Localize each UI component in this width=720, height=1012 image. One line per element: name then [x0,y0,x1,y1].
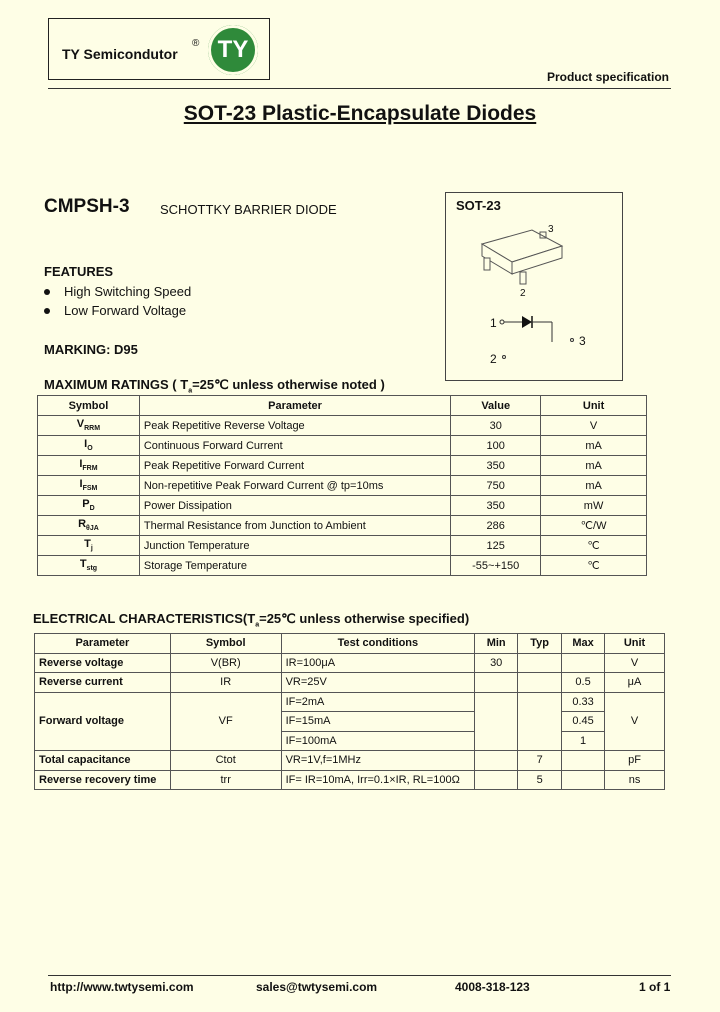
table-row: $T_j$ Junction Temperature 125 ℃ [38,536,647,556]
electrical-table [34,633,665,790]
table-row: $I_{FSM}$ Non-repetitive Peak Forward Current @ tp=10ms 750 mA [38,476,647,496]
table-row: $P_D$ Power Dissipation 350 mW [38,496,647,516]
feature-item: High Switching Speed [44,284,191,299]
page-number: 1 of 1 [639,980,671,994]
page-title: SOT-23 Plastic-Encapsulate Diodes [183,102,537,125]
package-pin3-label: 3 [548,224,554,235]
table-row: Total capacitance Ctot VR=1V,f=1MHz 7 pF [35,751,665,771]
marking-code: MARKING: D95 [44,342,138,357]
table-row: $R_{\theta JA}$ Thermal Resistance from Junction to Ambient 286 ℃/W [38,516,647,536]
table-row: Reverse voltage V(BR) IR=100μA 30 V [35,653,665,673]
diode-symbol-icon [498,312,583,362]
diode-pin2-label: 2 [490,352,497,366]
diode-pin3-label: 3 [579,334,586,348]
table-row: $V_{RRM}$ Peak Repetitive Reverse Voltage 30 V [38,416,647,436]
max-ratings-table [37,395,647,576]
package-name: SOT-23 [456,198,501,213]
table-row: $T_{stg}$ Storage Temperature -55~+150 ℃ [38,556,647,576]
table-row: $I_O$ Continuous Forward Current 100 mA [38,436,647,456]
footer-divider [48,975,671,976]
footer-phone: 4008-318-123 [455,980,530,994]
feature-item: Low Forward Voltage [44,303,186,318]
product-spec-label: Product specification [546,70,669,84]
part-number: CMPSH-3 [44,196,130,217]
part-description: SCHOTTKY BARRIER DIODE [160,202,337,217]
features-heading: FEATURES [44,264,114,279]
package-pin2-label: 2 [520,288,526,299]
table-row: Reverse current IR VR=25V 0.5 μA [35,673,665,693]
table-row: $I_{FRM}$ Peak Repetitive Forward Current 350 mA [38,456,647,476]
diode-pin1-label: 1 [490,316,497,330]
max-ratings-heading: MAXIMUM RATINGS ( $T_a=25℃$ unless otherwise noted ) [44,377,385,395]
footer-email-link[interactable]: sales@twtysemi.com [256,980,378,994]
company-logo: TY [208,25,258,75]
table-header-row: Parameter Symbol Test conditions Min Typ Max Unit [35,634,665,654]
bullet-icon [44,289,50,295]
table-header-row: Symbol Parameter Value Unit [38,396,647,416]
header-divider [48,88,671,89]
table-row: Forward voltage VF IF=2mA 0.33 V [35,692,665,712]
registered-mark: ® [192,38,200,49]
table-row: IF=15mA 0.45 [35,712,665,732]
electrical-heading: ELECTRICAL $CHARACTERISTICS(T_a=25℃$ unless otherwise specified) [33,611,470,629]
table-row: IF=100mA 1 [35,731,665,751]
company-name: TY Semicondutor [62,46,178,62]
table-row: Reverse recovery time trr IF= IR=10mA, Irr=0.1×IR, RL=100Ω 5 ns [35,770,665,790]
footer-website-link[interactable]: http://www.twtysemi.com [50,980,194,994]
bullet-icon [44,308,50,314]
